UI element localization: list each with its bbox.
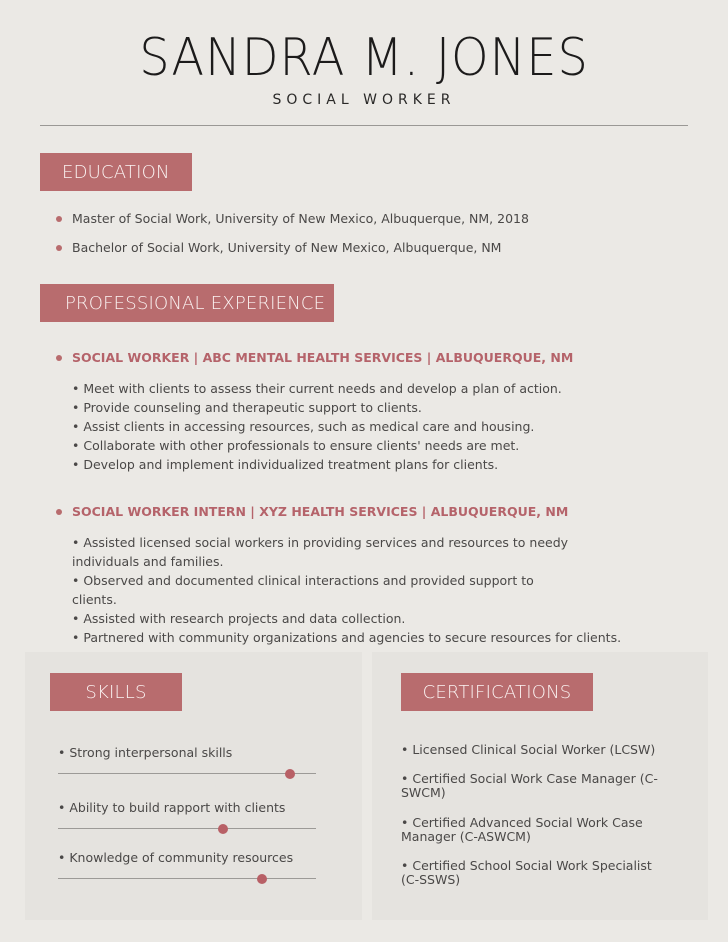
header-divider <box>40 125 688 126</box>
slider-knob-icon <box>257 874 267 884</box>
education-item-text: Master of Social Work, University of New Mexico, Albuquerque, NM, 2018 <box>72 211 529 226</box>
skill-label: • Strong interpersonal skills <box>58 745 233 760</box>
job-entry <box>56 349 632 474</box>
job-bullets <box>72 533 622 647</box>
job-bullets <box>72 379 632 474</box>
certifications-heading: CERTIFICATIONS <box>401 673 593 711</box>
job-bullet: • Observed and documented clinical interactions and provided support to clients. <box>72 573 534 607</box>
job-bullet: • Assisted with research projects and data collection. <box>72 611 406 626</box>
skill-item <box>58 800 316 834</box>
job-title <box>56 349 632 367</box>
certification-item: • Certified Social Work Case Manager (C-SWCM) <box>401 771 658 800</box>
certification-item: • Certified School Social Work Specialist (C-SSWS) <box>401 858 652 887</box>
certification-item: • Licensed Clinical Social Worker (LCSW) <box>401 742 656 757</box>
slider-track <box>58 878 316 879</box>
job-bullet: • Provide counseling and therapeutic support to clients. <box>72 400 422 415</box>
job-bullet: • Assist clients in accessing resources, such as medical care and housing. <box>72 419 535 434</box>
skill-item <box>58 745 316 779</box>
skill-level-slider <box>58 874 316 884</box>
job-title <box>56 503 582 521</box>
education-heading: EDUCATION <box>40 153 192 191</box>
education-item <box>56 210 529 239</box>
job-bullet: • Partnered with community organizations and agencies to secure resources for clients. <box>72 630 622 645</box>
slider-track <box>58 773 316 774</box>
bullet-dot-icon <box>56 245 62 251</box>
job-title-text: SOCIAL WORKER INTERN | XYZ HEALTH SERVICES | ALBUQUERQUE, NM <box>72 504 569 519</box>
skill-level-slider <box>58 824 316 834</box>
experience-heading: PROFESSIONAL EXPERIENCE <box>40 284 334 322</box>
job-bullet: • Meet with clients to assess their current needs and develop a plan of action. <box>72 381 562 396</box>
job-title-subtitle: SOCIAL WORKER <box>272 92 456 108</box>
certification-item: • Certified Advanced Social Work Case Manager (C-ASWCM) <box>401 815 643 844</box>
education-item-text: Bachelor of Social Work, University of New Mexico, Albuquerque, NM <box>72 240 502 255</box>
candidate-name: SANDRA M. JONES <box>139 28 589 88</box>
skill-level-slider <box>58 769 316 779</box>
bullet-dot-icon <box>56 509 62 515</box>
skill-label: • Knowledge of community resources <box>58 850 294 865</box>
job-title-text: SOCIAL WORKER | ABC MENTAL HEALTH SERVICES | ALBUQUERQUE, NM <box>72 350 574 365</box>
bullet-dot-icon <box>56 355 62 361</box>
bullet-dot-icon <box>56 216 62 222</box>
education-item <box>56 239 529 268</box>
slider-track <box>58 828 316 829</box>
job-entry <box>56 503 622 647</box>
job-bullet: • Collaborate with other professionals to ensure clients' needs are met. <box>72 438 520 453</box>
education-list <box>56 210 529 268</box>
slider-knob-icon <box>218 824 228 834</box>
skills-heading: SKILLS <box>50 673 182 711</box>
slider-knob-icon <box>285 769 295 779</box>
job-bullet: • Assisted licensed social workers in providing services and resources to needy individuals and families. <box>72 535 569 569</box>
job-bullet: • Develop and implement individualized treatment plans for clients. <box>72 457 499 472</box>
skill-label: • Ability to build rapport with clients <box>58 800 286 815</box>
skill-item <box>58 850 316 884</box>
